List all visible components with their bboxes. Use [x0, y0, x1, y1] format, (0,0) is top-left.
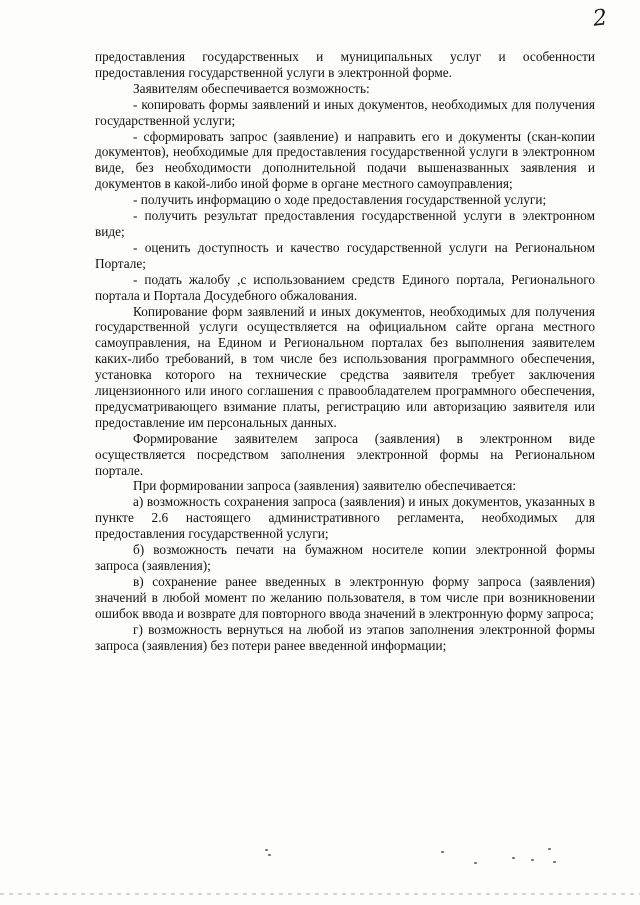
list-item-submit-request: - сформировать запрос (заявление) и направить его и документы (скан-копии документов), необходимые для предоставления государственной услуги в электронном виде, без необходимости дополнительной подачи вышеназванных заявления и документов в какой-либо иной форме в органе местного самоуправления; [95, 128, 595, 192]
scan-speck [512, 857, 515, 859]
paragraph-copying-forms: Копирование форм заявлений и иных документов, необходимых для получения государственной услуги осуществляется на официальном сайте органа местного самоуправления, на Едином и Региональном порталах без выполнения заявителем каких-либо требований, в том числе без использования программного обеспечения, установка которого на технические средства заявителя требует заключения лицензионного или иного соглашения с правообладателем программного обеспечения, предусматривающего взимание платы, регистрацию или авторизацию заявителя или предоставление им персональных данных. [95, 303, 595, 430]
list-item-b-print-copy: б) возможность печати на бумажном носителе копии электронной формы запроса (заявления); [95, 542, 595, 573]
paragraph-forming-request: Формирование заявителем запроса (заявления) в электронном виде осуществляется посредством заполнения электронной формы на Региональном портале. [95, 430, 595, 478]
list-item-get-status: - получить информацию о ходе предоставления государственной услуги; [133, 192, 547, 208]
paragraph-continuation: предоставления государственных и муниципальных услуг и особенности предоставления государственной услуги в электронной форме. [95, 49, 595, 80]
scan-speck [441, 851, 444, 853]
scan-speck [531, 859, 534, 861]
scan-speck [474, 862, 477, 864]
paragraph-request-provisions: При формировании запроса (заявления) заявителю обеспечивается: [133, 478, 517, 494]
paragraph-capabilities-intro: Заявителям обеспечивается возможность: [133, 80, 370, 96]
scan-edge-line [0, 893, 640, 895]
scan-speck [548, 848, 551, 850]
list-item-copy-forms: - копировать формы заявлений и иных документов, необходимых для получения государственной услуги; [95, 96, 595, 128]
list-item-v-save-values: в) сохранение ранее введенных в электронную форму запроса (заявления) значений в любой момент по желанию пользователя, в том числе при возникновении ошибок ввода и возврате для повторного ввода значений в электронную форму запроса; [95, 573, 595, 621]
list-item-file-complaint: - подать жалобу ,с использованием средств Единого портала, Регионального портала и Портала Досудебного обжалования. [95, 271, 595, 303]
document-body [95, 49, 595, 653]
list-item-get-result: - получить результат предоставления государственной услуги в электронном виде; [95, 208, 595, 239]
scan-speck [268, 854, 271, 856]
scan-speck [265, 849, 268, 851]
page-number: 2 [591, 5, 609, 32]
scan-speck [553, 861, 556, 863]
list-item-g-return-to-step: г) возможность вернуться на любой из этапов заполнения электронной формы запроса (заявления) без потери ранее введенной информации; [95, 621, 595, 653]
list-item-rate-quality: - оценить доступность и качество государственной услуги на Региональном Портале; [95, 239, 595, 271]
list-item-a-save-request: а) возможность сохранения запроса (заявления) и иных документов, указанных в пункте 2.6 настоящего административного регламента, необходимых для предоставления государственной услуги; [95, 494, 595, 542]
